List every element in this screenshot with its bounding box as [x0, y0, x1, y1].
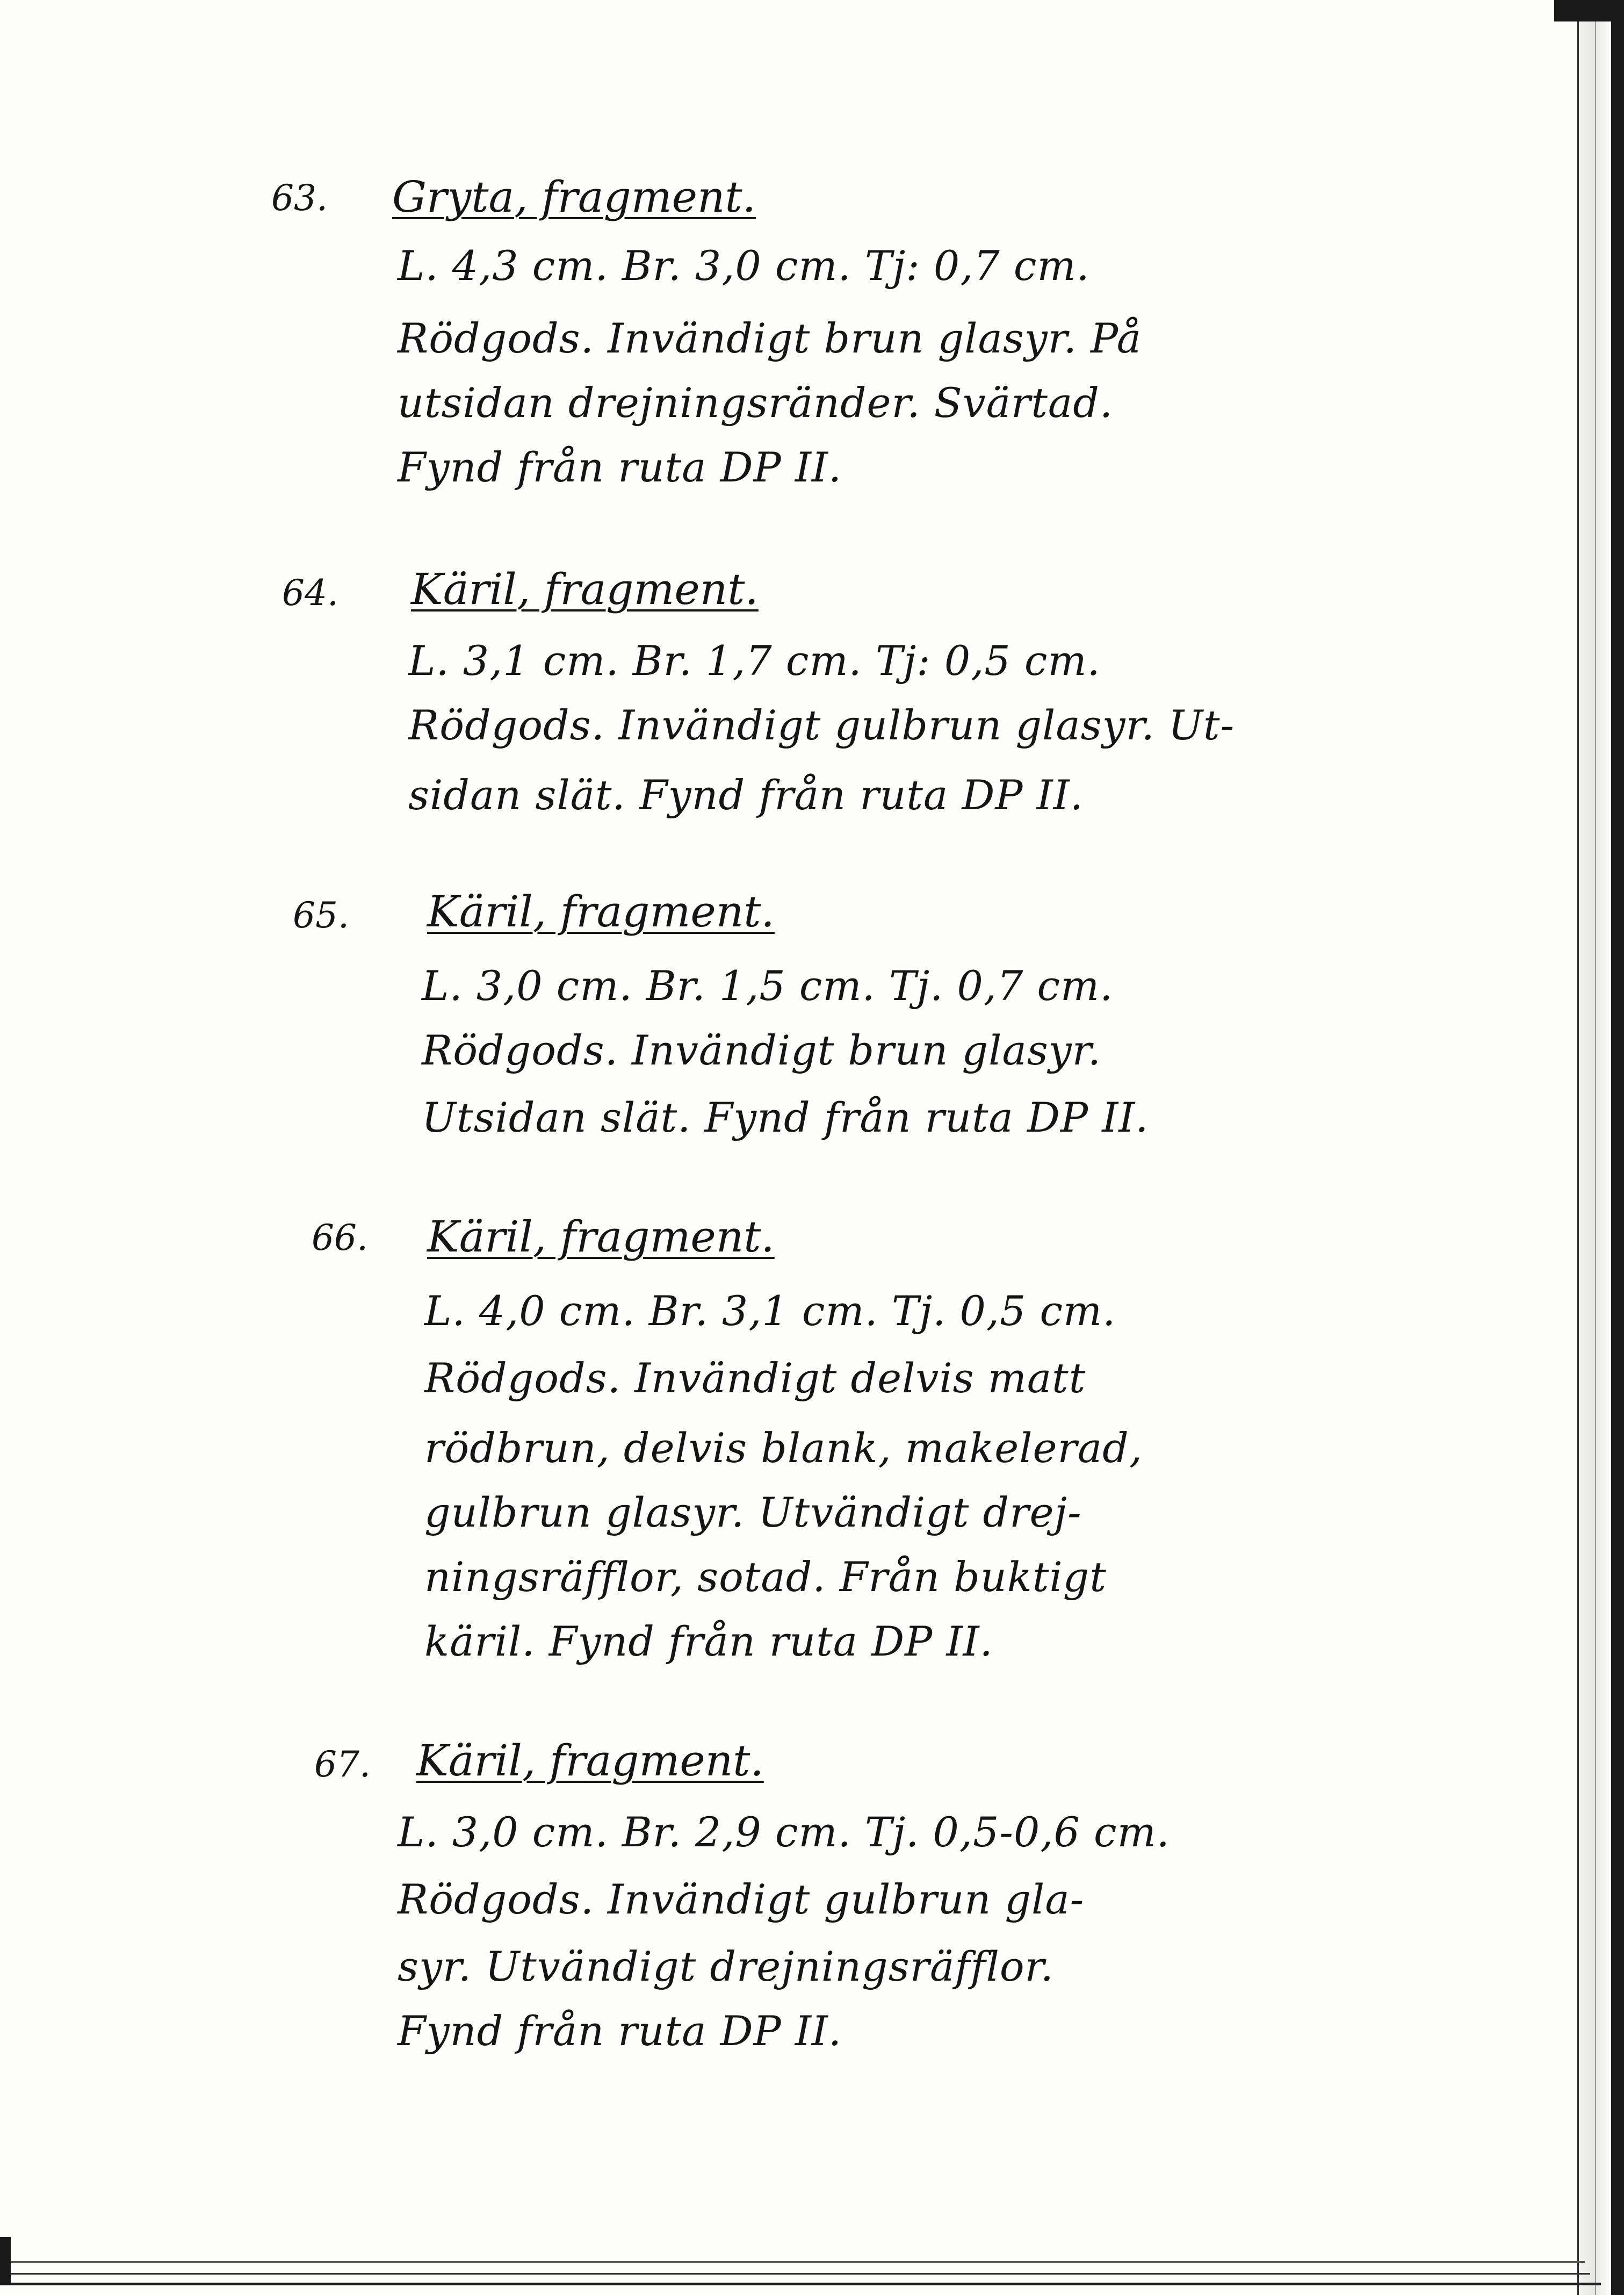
entry-line: Rödgods. Invändigt gulbrun gla-: [398, 1875, 1085, 1923]
scan-border-right: [1611, 0, 1624, 2295]
entry-number: 65.: [293, 895, 349, 936]
entry-line: ningsräfflor, sotad. Från buktigt: [424, 1553, 1107, 1601]
entry-line: L. 4,3 cm. Br. 3,0 cm. Tj: 0,7 cm.: [398, 242, 1090, 290]
entry-title: Käril, fragment.: [416, 1736, 764, 1786]
entry-number: 66.: [312, 1217, 368, 1258]
entry-title: Käril, fragment.: [427, 887, 775, 937]
entry-number: 64.: [282, 572, 338, 614]
entry-line: sidan slät. Fynd från ruta DP II.: [408, 771, 1084, 819]
entry-line: Rödgods. Invändigt gulbrun glasyr. Ut-: [408, 701, 1235, 749]
entry-line: Fynd från ruta DP II.: [398, 443, 842, 491]
entry-title: Käril, fragment.: [427, 1212, 775, 1262]
entry-line: Rödgods. Invändigt delvis matt: [424, 1354, 1086, 1402]
entry-line: Rödgods. Invändigt brun glasyr. På: [398, 314, 1142, 362]
entry-title: Käril, fragment.: [411, 564, 759, 614]
entry-line: Fynd från ruta DP II.: [398, 2007, 842, 2055]
scan-border-top-corner: [1554, 0, 1624, 21]
book-binding-edge: [1577, 0, 1611, 2295]
entry-number: 67.: [314, 1744, 371, 1785]
entry-line: Rödgods. Invändigt brun glasyr.: [422, 1026, 1101, 1074]
entry-line: rödbrun, delvis blank, makelerad,: [424, 1424, 1143, 1472]
entry-line: syr. Utvändigt drejningsräfflor.: [398, 1943, 1054, 1990]
entry-line: L. 3,1 cm. Br. 1,7 cm. Tj: 0,5 cm.: [408, 637, 1101, 685]
entry-line: gulbrun glasyr. Utvändigt drej-: [424, 1488, 1082, 1536]
entry-line: Utsidan slät. Fynd från ruta DP II.: [422, 1093, 1149, 1141]
page-edge-line: [1595, 0, 1596, 2295]
entry-line: L. 4,0 cm. Br. 3,1 cm. Tj. 0,5 cm.: [424, 1287, 1116, 1335]
entry-line: utsidan drejningsränder. Svärtad.: [398, 379, 1114, 427]
scan-border-bottom-left: [0, 2237, 11, 2285]
entry-line: L. 3,0 cm. Br. 1,5 cm. Tj. 0,7 cm.: [422, 962, 1114, 1010]
page-stack-line: [0, 2261, 1585, 2263]
entry-line: L. 3,0 cm. Br. 2,9 cm. Tj. 0,5-0,6 cm.: [398, 1808, 1170, 1856]
page-stack-line: [0, 2283, 1601, 2285]
entry-title: Gryta, fragment.: [392, 172, 756, 222]
entry-line: käril. Fynd från ruta DP II.: [424, 1617, 993, 1665]
entry-number: 63.: [271, 177, 328, 219]
page-stack-line: [0, 2273, 1590, 2275]
